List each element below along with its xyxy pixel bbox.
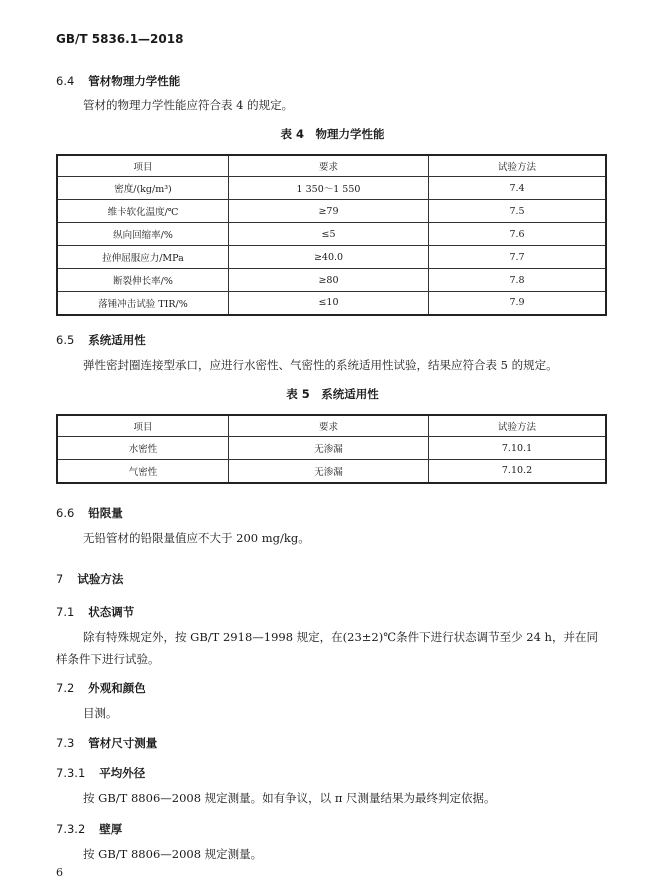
- table-cell: 7.9: [429, 292, 607, 315]
- table-row: [57, 177, 606, 200]
- table-row: [57, 223, 606, 246]
- section-7-3-2-heading: [56, 821, 122, 837]
- table-cell: 断裂伸长率/%: [57, 269, 229, 292]
- section-7-3-1-heading: [56, 765, 145, 781]
- table-cell: 拉伸屈服应力/MPa: [57, 246, 229, 269]
- table-cell: 7.6: [429, 223, 607, 246]
- section-number: 7.3: [56, 736, 75, 750]
- table-cell: 1 350～1 550: [229, 177, 429, 200]
- table-cell: ≤5: [229, 223, 429, 246]
- table-cell: 水密性: [57, 437, 229, 460]
- section-number: 6.6: [56, 506, 75, 520]
- section-title: 管材尺寸测量: [88, 736, 158, 750]
- table-header-cell: 试验方法: [429, 415, 607, 437]
- table-cell: ≤10: [229, 292, 429, 315]
- section-number: 6.5: [56, 333, 75, 347]
- table-cell: ≥79: [229, 200, 429, 223]
- section-6-5-text: 弹性密封圈连接型承口，应进行水密性、气密性的系统适用性试验，结果应符合表 5 的规定。: [83, 358, 558, 372]
- table-4-title: 表 4 物理力学性能: [280, 127, 385, 141]
- table-cell: 7.10.2: [429, 460, 607, 483]
- section-7-3-1-text: 按 GB/T 8806—2008 规定测量。如有争议，以 π 尺测量结果为最终判定依据。: [83, 791, 496, 805]
- section-7-1-text-line-1: 除有特殊规定外，按 GB/T 2918—1998 规定，在(23±2)℃条件下进行状态调节至少 24 h，并在同: [83, 630, 598, 644]
- table-5: [56, 414, 607, 484]
- section-number: 7.3.2: [56, 822, 86, 836]
- section-number: 7.2: [56, 681, 75, 695]
- section-6-5-heading: [56, 332, 146, 348]
- document-id: GB/T 5836.1—2018: [56, 32, 184, 46]
- table-cell: 7.10.1: [429, 437, 607, 460]
- table-cell: 维卡软化温度/℃: [57, 200, 229, 223]
- table-row: [57, 246, 606, 269]
- table-cell: ≥40.0: [229, 246, 429, 269]
- table-header-row: [57, 155, 606, 177]
- table-cell: 落锤冲击试验 TIR/%: [57, 292, 229, 315]
- section-6-6-heading: [56, 505, 123, 521]
- table-header-cell: 项目: [57, 155, 229, 177]
- page-number: 6: [56, 866, 63, 879]
- section-number: 7.1: [56, 605, 75, 619]
- table-header-cell: 要求: [229, 155, 429, 177]
- table-row: [57, 200, 606, 223]
- section-7-2-heading: [56, 680, 146, 696]
- section-title: 系统适用性: [88, 333, 146, 347]
- table-4: [56, 154, 607, 316]
- section-title: 外观和颜色: [88, 681, 146, 695]
- table-header-cell: 项目: [57, 415, 229, 437]
- table-cell: 密度/(kg/m³): [57, 177, 229, 200]
- section-title: 试验方法: [77, 572, 124, 586]
- section-number: 6.4: [56, 74, 75, 88]
- section-number: 7.3.1: [56, 766, 86, 780]
- table-cell: 7.7: [429, 246, 607, 269]
- table-cell: 7.4: [429, 177, 607, 200]
- table-row: [57, 269, 606, 292]
- section-6-4-text: 管材的物理力学性能应符合表 4 的规定。: [83, 98, 294, 112]
- section-7-heading: [56, 571, 123, 587]
- section-number: 7: [56, 572, 64, 586]
- table-cell: ≥80: [229, 269, 429, 292]
- table-cell: 7.5: [429, 200, 607, 223]
- table-row: [57, 437, 606, 460]
- table-cell: 无渗漏: [229, 437, 429, 460]
- section-7-3-2-text: 按 GB/T 8806—2008 规定测量。: [83, 847, 263, 861]
- section-7-1-heading: [56, 604, 134, 620]
- table-5-title: 表 5 系统适用性: [286, 387, 379, 401]
- table-header-cell: 要求: [229, 415, 429, 437]
- section-7-1-text-line-2: 样条件下进行试验。: [56, 652, 160, 666]
- section-7-2-text: 目测。: [83, 706, 118, 720]
- section-title: 壁厚: [99, 822, 123, 836]
- section-title: 平均外径: [99, 766, 146, 780]
- table-row: [57, 292, 606, 315]
- section-7-3-heading: [56, 735, 157, 751]
- section-title: 管材物理力学性能: [88, 74, 181, 88]
- table-header-cell: 试验方法: [429, 155, 607, 177]
- table-cell: 纵向回缩率/%: [57, 223, 229, 246]
- section-6-4-heading: [56, 73, 180, 89]
- table-row: [57, 460, 606, 483]
- section-6-6-text: 无铅管材的铅限量值应不大于 200 mg/kg。: [83, 531, 310, 545]
- section-title: 铅限量: [88, 506, 123, 520]
- table-cell: 无渗漏: [229, 460, 429, 483]
- table-header-row: [57, 415, 606, 437]
- table-cell: 7.8: [429, 269, 607, 292]
- table-cell: 气密性: [57, 460, 229, 483]
- section-title: 状态调节: [88, 605, 135, 619]
